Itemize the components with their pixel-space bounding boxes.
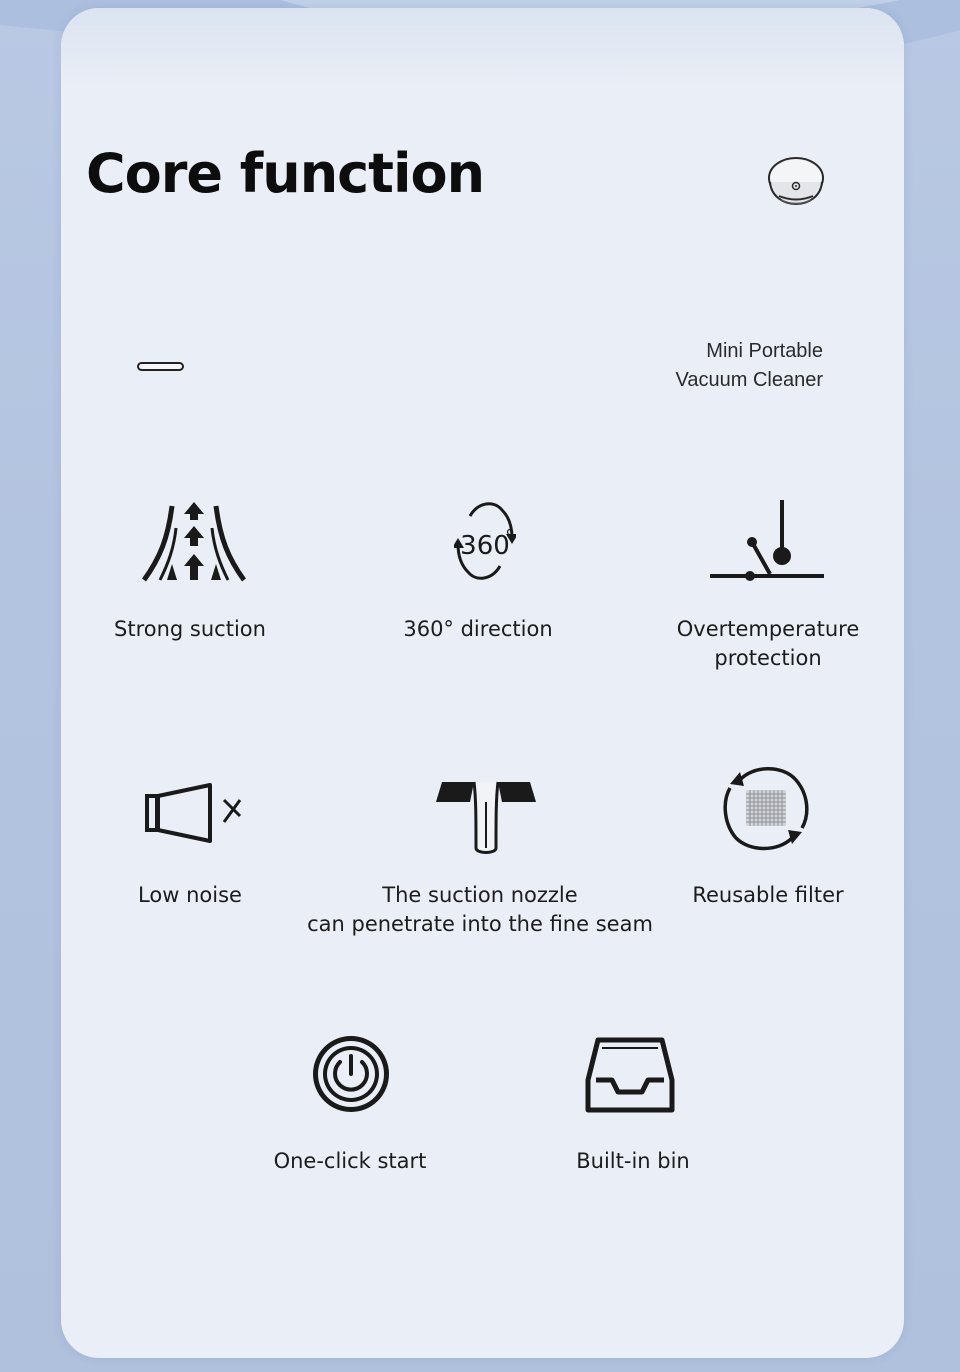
product-name: [620, 337, 823, 395]
feature-360-direction: [388, 498, 568, 648]
feature-label: [678, 881, 858, 910]
suction-arrows-icon: [142, 498, 246, 583]
feature-label-line-1: Strong suction: [114, 617, 266, 641]
feature-strong-suction: [100, 498, 280, 648]
power-button-icon: [311, 1034, 391, 1114]
icon-360-text: 360: [460, 531, 510, 561]
feature-label: [260, 1147, 440, 1176]
muted-speaker-icon: [144, 782, 244, 844]
feature-one-click-start: [260, 1034, 440, 1184]
feature-label: [300, 881, 660, 939]
rotate-360-icon: [454, 498, 516, 584]
page-title: Core function: [86, 142, 485, 205]
feature-label: [100, 615, 280, 644]
dust-bin-tray-icon: [584, 1036, 676, 1116]
feature-label: [543, 1147, 723, 1176]
nozzle-icon: [436, 778, 536, 856]
feature-reusable-filter: [678, 762, 858, 922]
feature-label-line-2: protection: [714, 646, 822, 670]
recycle-filter-icon: [720, 762, 812, 854]
feature-label-line-1: Overtemperature: [676, 617, 860, 641]
feature-label: [668, 615, 868, 673]
feature-label-line-1: Low noise: [138, 883, 242, 907]
feature-label-line-2: can penetrate into the fine seam: [307, 912, 653, 936]
feature-card: [61, 8, 904, 1358]
product-name-line-2: Vacuum Cleaner: [675, 369, 823, 391]
round-mini-vacuum-icon: [765, 156, 827, 210]
feature-label-line-1: One-click start: [273, 1149, 427, 1173]
feature-label-line-1: The suction nozzle: [382, 883, 578, 907]
feature-low-noise: [100, 780, 280, 920]
card-top-gradient: [61, 8, 904, 88]
feature-built-in-bin: [543, 1034, 723, 1184]
feature-suction-nozzle: [300, 778, 660, 948]
feature-overtemperature-protection: [668, 498, 868, 678]
feature-label-line-1: Reusable filter: [692, 883, 844, 907]
feature-label: [388, 615, 568, 644]
feature-label: [100, 881, 280, 910]
product-name-line-1: Mini Portable: [706, 340, 823, 362]
thermostat-switch-icon: [708, 498, 824, 582]
divider-dash: [137, 356, 184, 365]
feature-label-line-1: Built-in bin: [576, 1149, 690, 1173]
feature-label-line-1: 360° direction: [403, 617, 553, 641]
